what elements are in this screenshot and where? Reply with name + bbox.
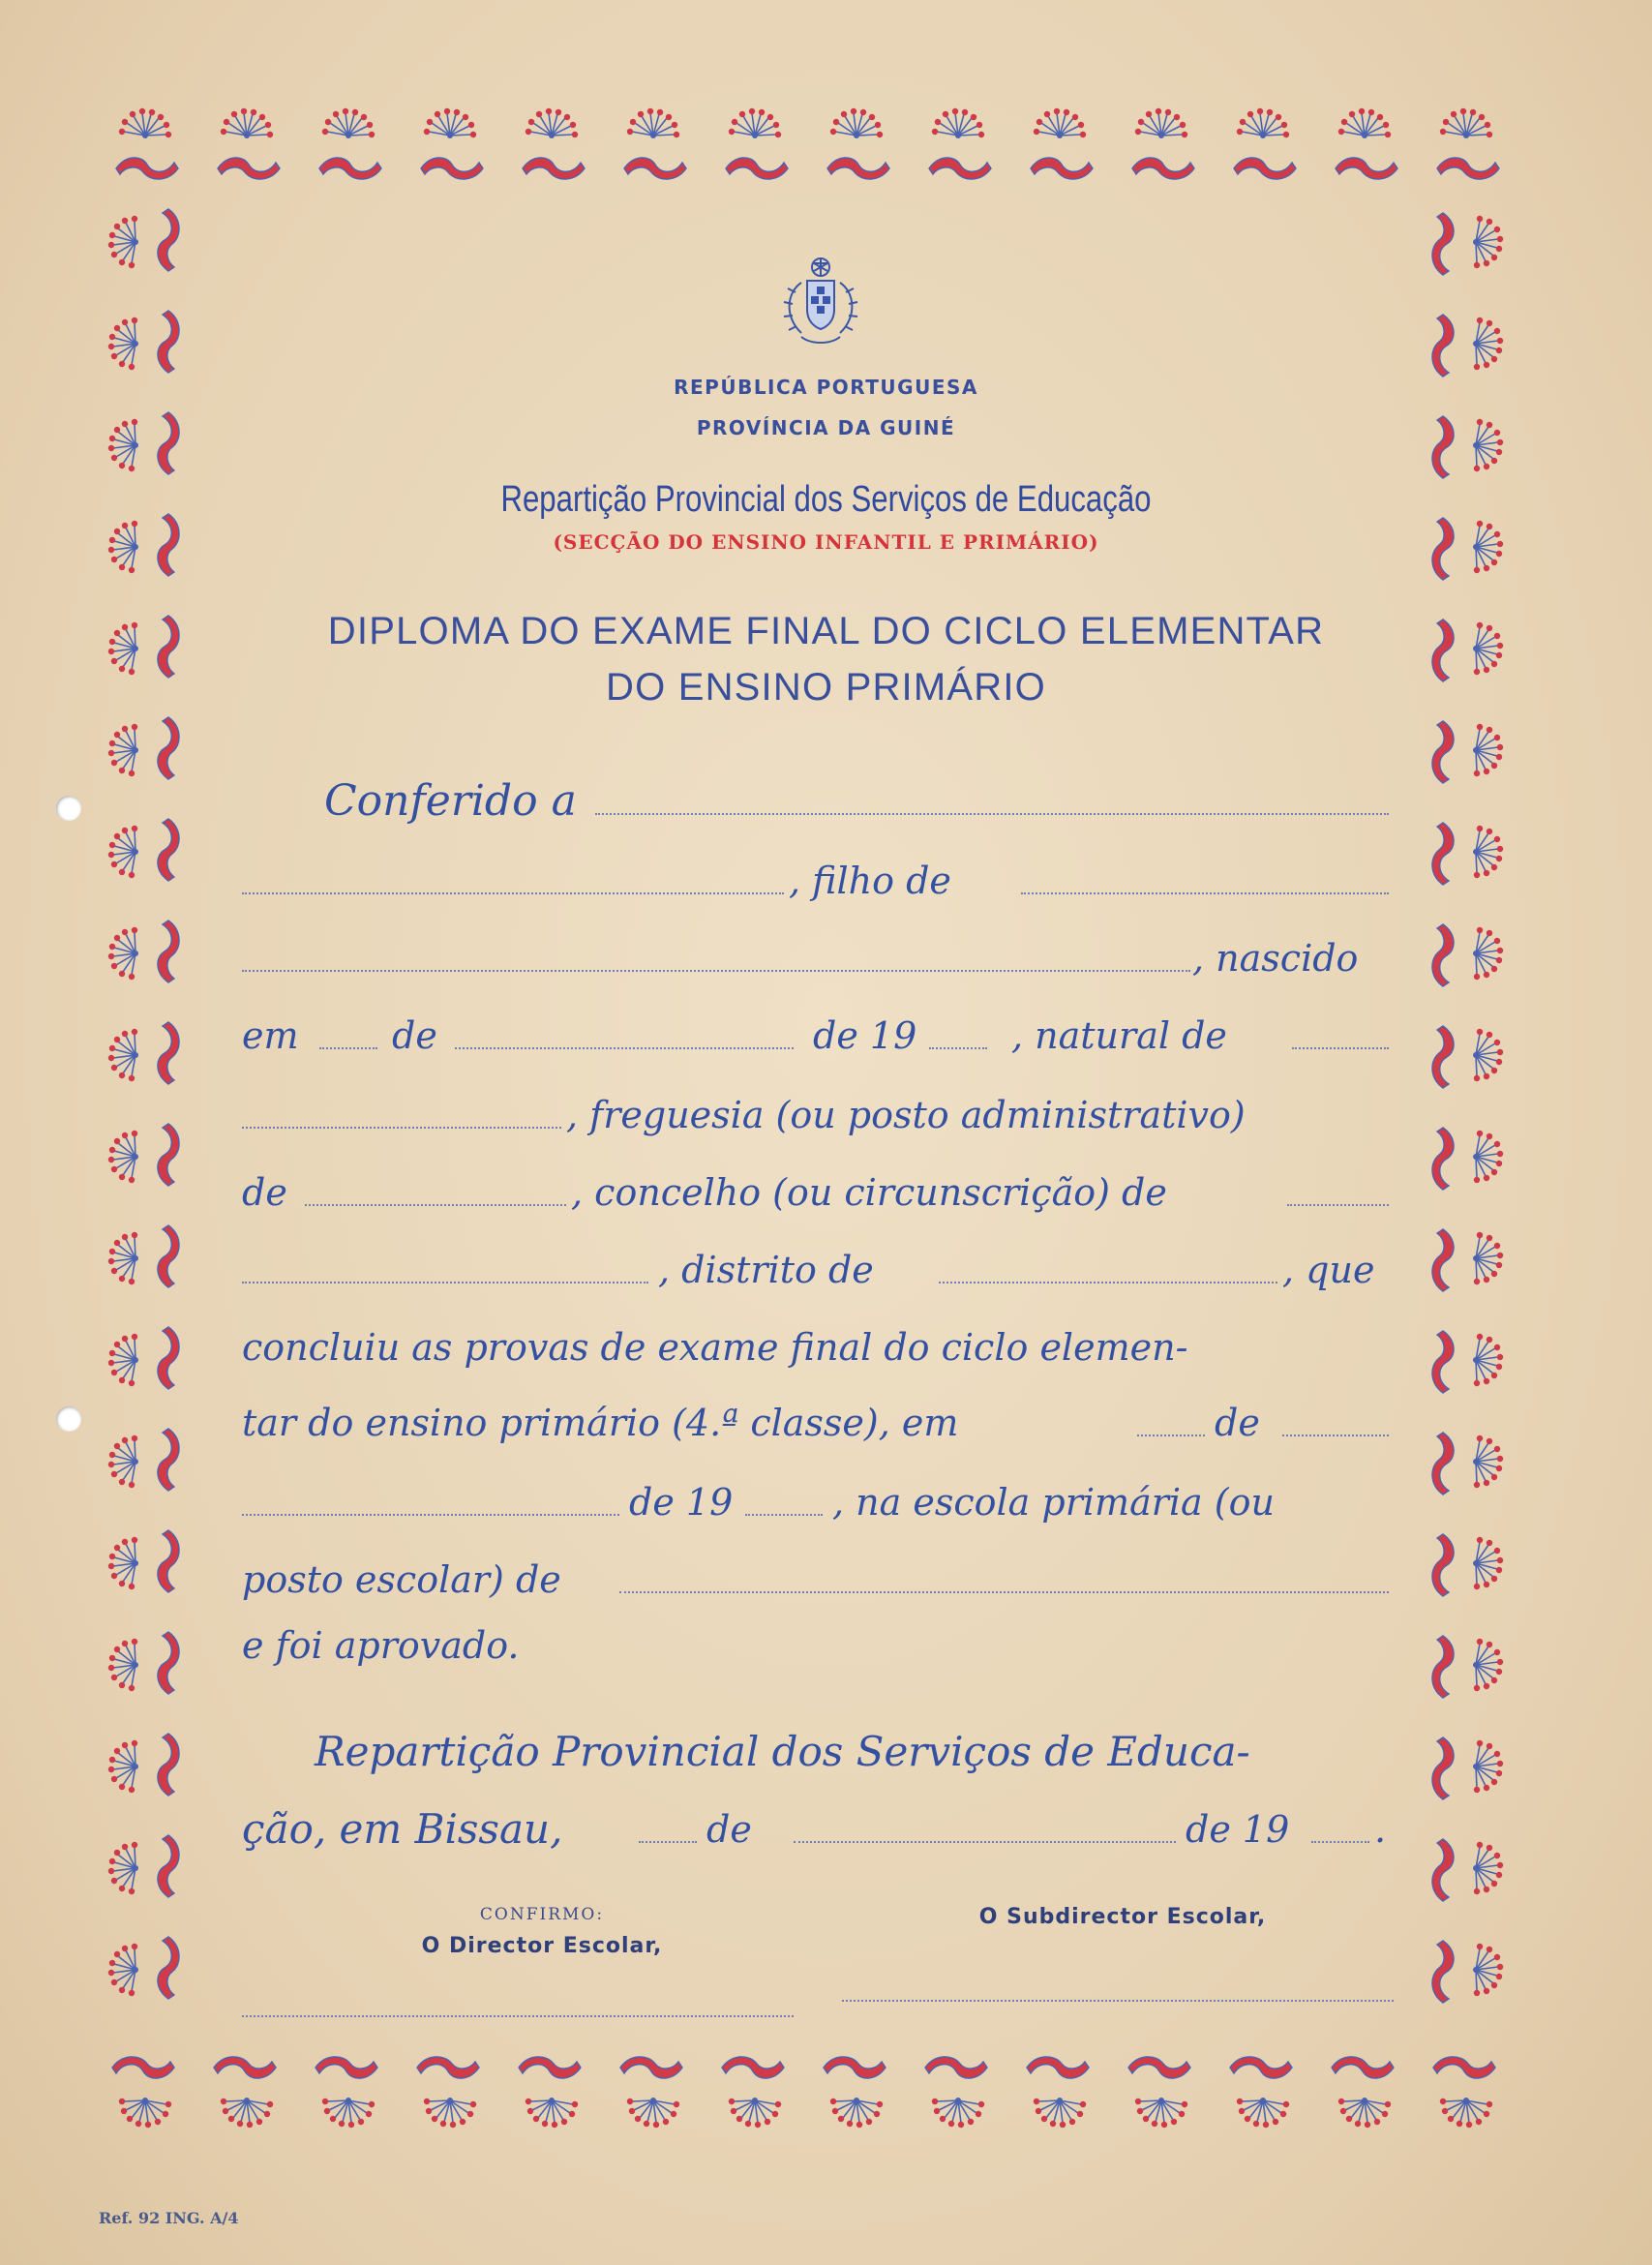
text-final-period: . bbox=[1374, 1808, 1387, 1851]
text-na-escola: , na escola primária (ou bbox=[832, 1481, 1275, 1524]
text-natural-de: , natural de bbox=[1011, 1014, 1227, 1057]
text-de-19-3: de 19 bbox=[1186, 1808, 1290, 1851]
text-freguesia: , freguesia (ou posto administrativo) bbox=[566, 1094, 1246, 1136]
text-reparticao-closing: Repartição Provincial dos Serviços de Educa- bbox=[315, 1728, 1250, 1775]
text-de-19: de 19 bbox=[813, 1014, 917, 1057]
body-line-4 bbox=[0, 1007, 1652, 1074]
body-line-7 bbox=[0, 1241, 1652, 1309]
body-line-6 bbox=[0, 1163, 1652, 1231]
subdirector-signature-line[interactable] bbox=[842, 2000, 1394, 2002]
coat-of-arms-icon bbox=[763, 254, 879, 350]
reference-code: Ref. 92 ING. A/4 bbox=[99, 2209, 239, 2227]
field-exam-day[interactable] bbox=[1137, 1434, 1205, 1436]
text-que: , que bbox=[1282, 1249, 1375, 1291]
field-exam-year[interactable] bbox=[745, 1514, 823, 1516]
diploma-title-line1: DIPLOMA DO EXAME FINAL DO CICLO ELEMENTAR bbox=[327, 610, 1325, 652]
field-municipality-cont[interactable] bbox=[242, 1282, 648, 1284]
field-parish[interactable] bbox=[305, 1204, 566, 1206]
department-heading: Repartição Provincial dos Serviços de Educação bbox=[500, 479, 1152, 520]
field-municipality[interactable] bbox=[1287, 1204, 1389, 1206]
province-heading: PROVÍNCIA DA GUINÉ bbox=[696, 416, 956, 439]
field-mother-name[interactable] bbox=[242, 970, 1190, 972]
field-issue-day[interactable] bbox=[639, 1841, 697, 1843]
text-em-bissau: ção, em Bissau, bbox=[242, 1805, 563, 1853]
body-line-11 bbox=[0, 1551, 1652, 1618]
field-birth-year[interactable] bbox=[929, 1047, 987, 1049]
director-signature-line[interactable] bbox=[242, 2015, 794, 2017]
body-line-13 bbox=[0, 1723, 1652, 1791]
field-recipient-name[interactable] bbox=[595, 813, 1389, 815]
body-line-1 bbox=[0, 772, 1652, 840]
text-posto-escolar: posto escolar) de bbox=[242, 1558, 561, 1601]
text-concluiu: concluiu as provas de exame final do ciclo elemen- bbox=[242, 1326, 1188, 1369]
field-issue-year[interactable] bbox=[1311, 1841, 1369, 1843]
field-birth-day[interactable] bbox=[319, 1047, 377, 1049]
field-recipient-name-cont[interactable] bbox=[242, 892, 784, 894]
body-line-2 bbox=[0, 852, 1652, 920]
field-issue-month[interactable] bbox=[794, 1841, 1176, 1843]
text-em: em bbox=[242, 1014, 299, 1057]
text-de-19-2: de 19 bbox=[629, 1481, 734, 1524]
text-de-3: de bbox=[1215, 1402, 1260, 1444]
text-foi-aprovado: e foi aprovado. bbox=[242, 1624, 520, 1667]
text-de-1: de bbox=[392, 1014, 437, 1057]
body-line-10 bbox=[0, 1473, 1652, 1541]
field-exam-month-cont[interactable] bbox=[242, 1514, 619, 1516]
field-father-name[interactable] bbox=[1021, 892, 1389, 894]
body-line-12 bbox=[0, 1616, 1652, 1684]
body-line-8 bbox=[0, 1318, 1652, 1386]
body-line-3 bbox=[0, 929, 1652, 997]
text-tar-do-ensino: tar do ensino primário (4.ª classe), em bbox=[242, 1402, 959, 1444]
text-distrito-de: , distrito de bbox=[658, 1249, 874, 1291]
text-conferido: Conferido a bbox=[324, 776, 577, 826]
field-exam-month[interactable] bbox=[1282, 1434, 1389, 1436]
field-birth-month[interactable] bbox=[455, 1047, 794, 1049]
section-heading: (SECÇÃO DO ENSINO INFANTIL E PRIMÁRIO) bbox=[553, 530, 1099, 554]
field-natural-of-cont[interactable] bbox=[242, 1127, 561, 1129]
subdirector-label: O Subdirector Escolar, bbox=[978, 1905, 1267, 1929]
field-district[interactable] bbox=[939, 1282, 1277, 1284]
body-line-9 bbox=[0, 1394, 1652, 1462]
body-line-5 bbox=[0, 1086, 1652, 1154]
diploma-title-line2: DO ENSINO PRIMÁRIO bbox=[606, 666, 1046, 709]
text-de-4: de bbox=[706, 1808, 752, 1851]
confirmo-label: CONFIRMO: bbox=[479, 1905, 605, 1924]
director-label: O Director Escolar, bbox=[421, 1934, 663, 1958]
text-nascido: , nascido bbox=[1192, 937, 1359, 980]
field-natural-of[interactable] bbox=[1292, 1047, 1389, 1049]
text-concelho: , concelho (ou circunscrição) de bbox=[571, 1171, 1167, 1214]
text-de-2: de bbox=[242, 1171, 287, 1214]
body-line-14 bbox=[0, 1800, 1652, 1868]
field-school[interactable] bbox=[619, 1591, 1389, 1593]
text-filho-de: , filho de bbox=[789, 860, 951, 902]
republic-heading: REPÚBLICA PORTUGUESA bbox=[674, 376, 978, 399]
